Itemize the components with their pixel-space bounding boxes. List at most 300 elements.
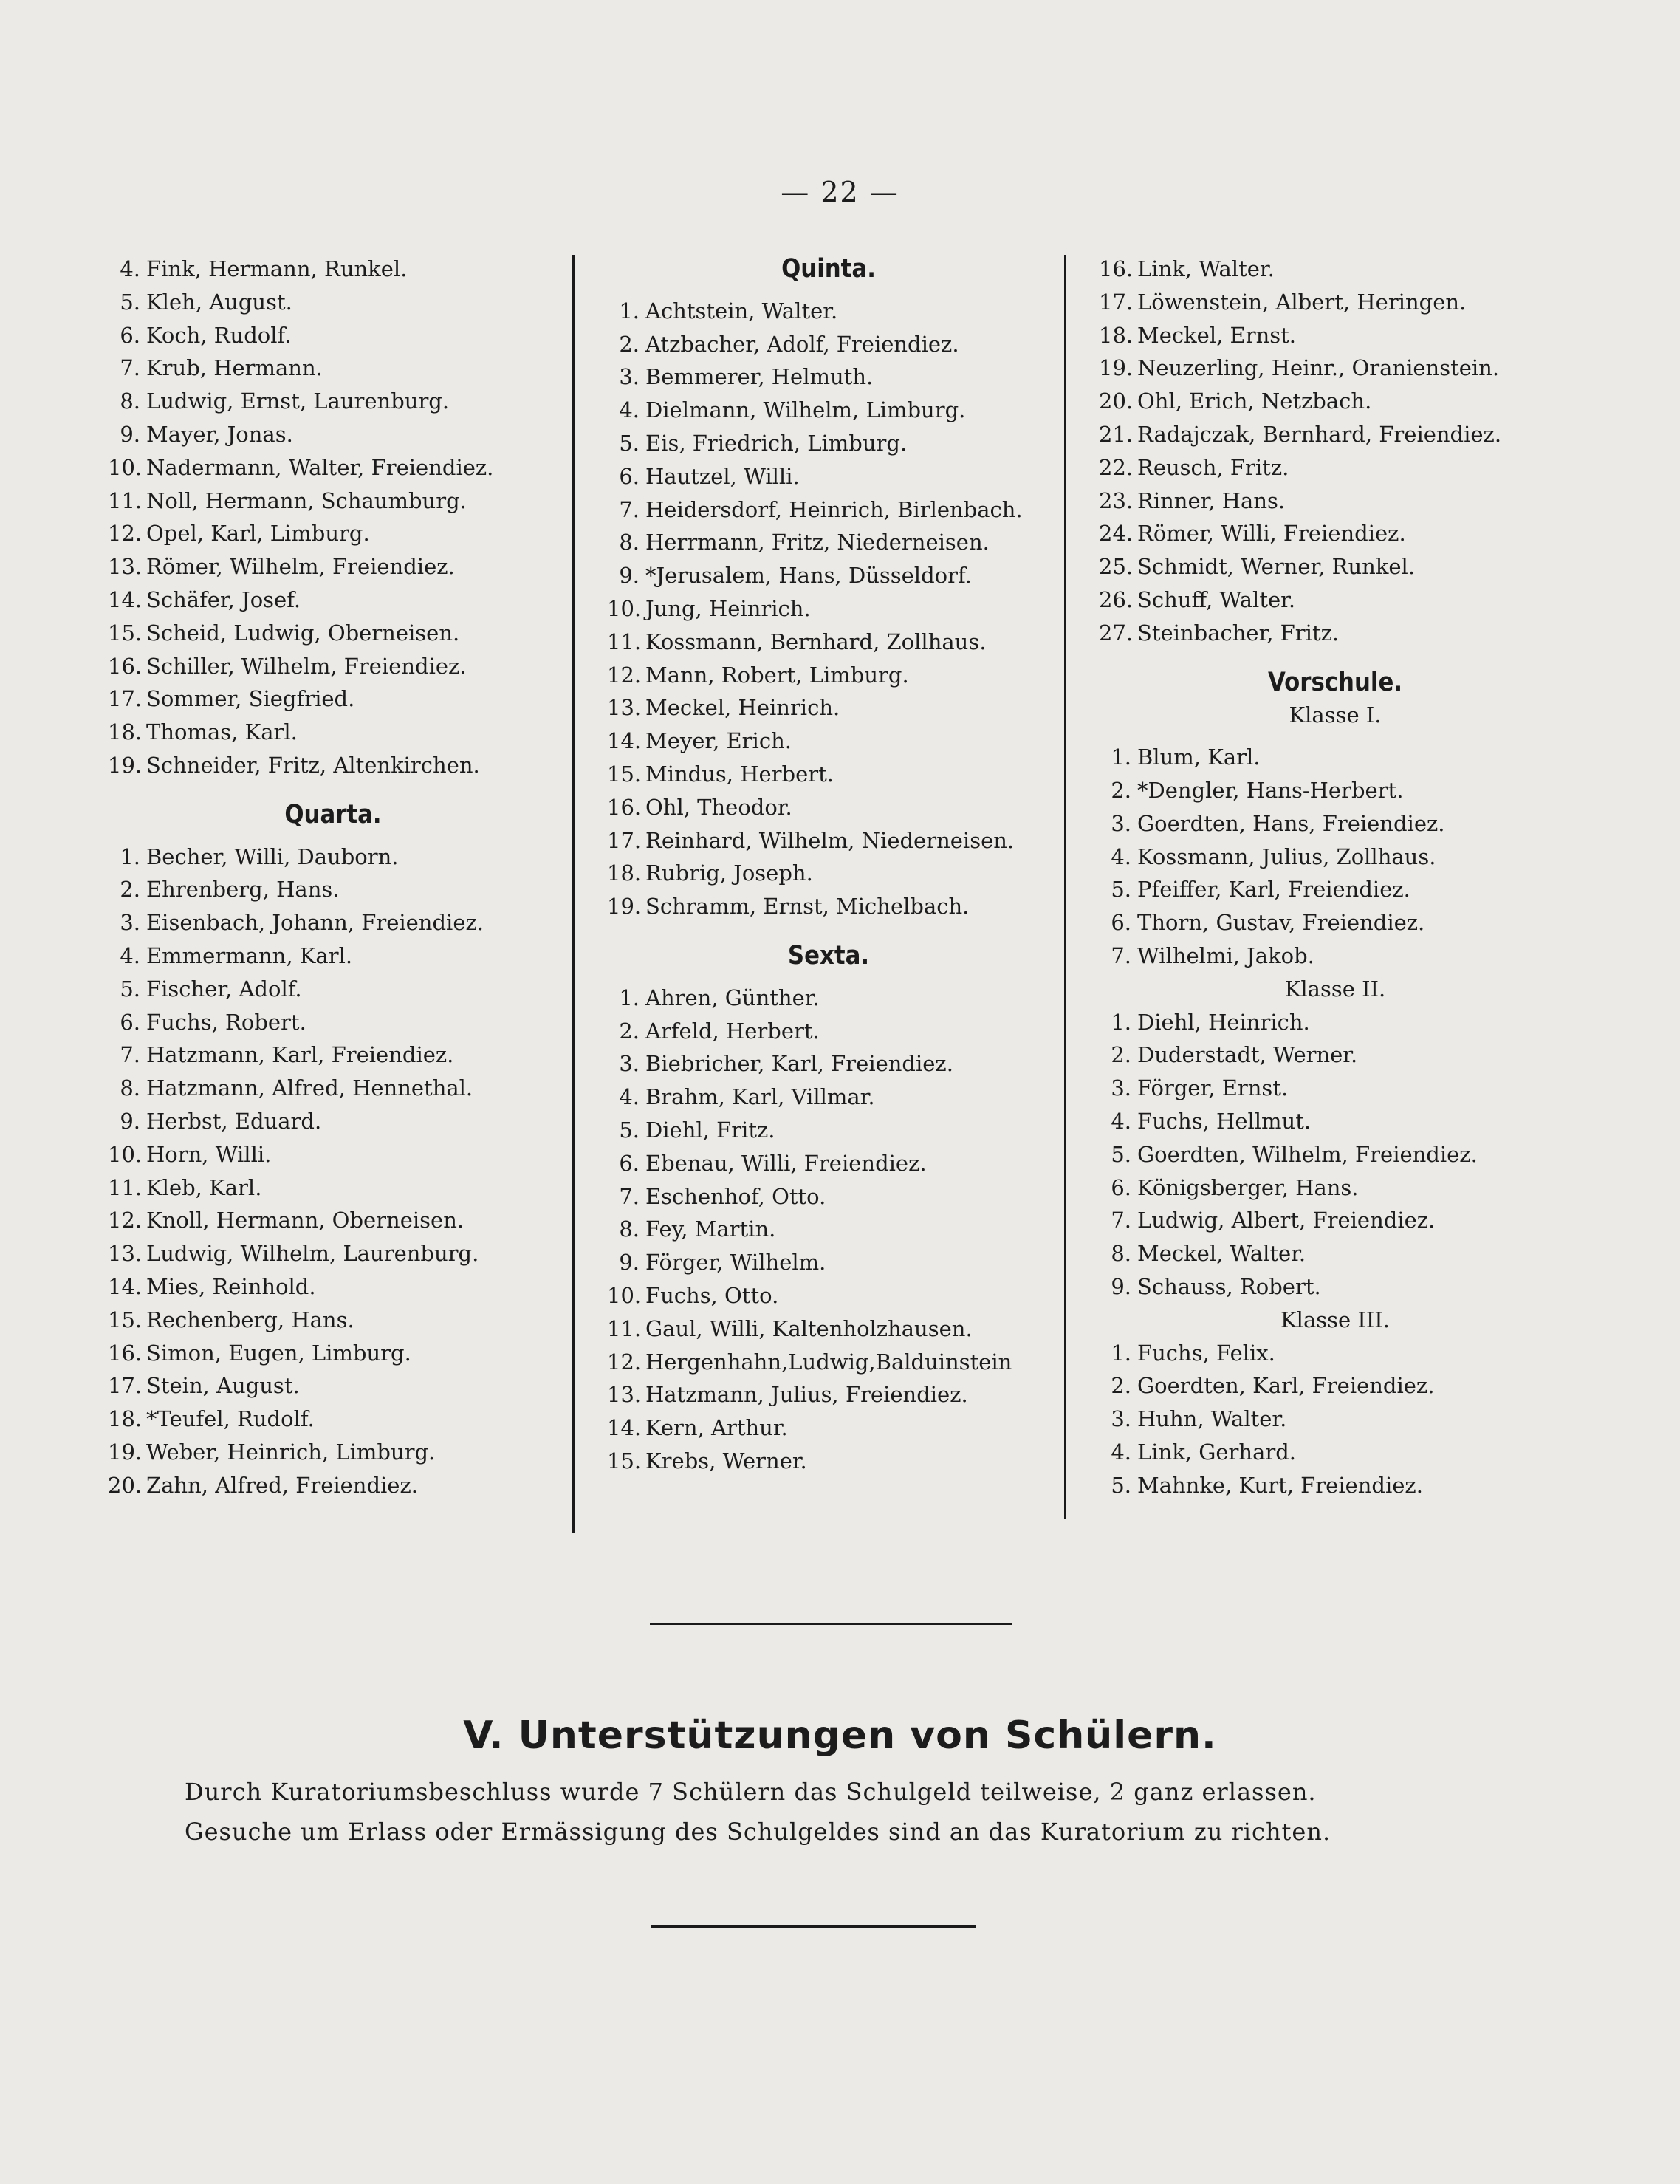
column-left: [108, 253, 558, 1502]
list-item: [108, 352, 558, 385]
list-item-number: 9.: [1111, 1273, 1131, 1299]
untertertia-list-continued: [1099, 253, 1571, 650]
list-item: [1099, 1204, 1571, 1237]
list-item-number: 2.: [120, 877, 140, 903]
list-item-number: 3.: [1111, 1075, 1131, 1101]
list-item: [607, 1445, 1050, 1478]
list-item: [108, 749, 558, 782]
list-item-number: 17.: [108, 1373, 143, 1399]
sexta-list: [607, 982, 1050, 1478]
list-item-number: 11.: [108, 487, 143, 513]
list-item-name: Koch, Rudolf.: [146, 322, 292, 348]
list-item-number: 9.: [619, 1250, 640, 1276]
list-item-number: 6.: [1111, 910, 1131, 936]
list-item-name: Goerdten, Wilhelm, Freiendiez.: [1137, 1141, 1478, 1167]
list-item: [607, 857, 1050, 890]
list-item-number: 14.: [607, 1415, 642, 1441]
list-item: [108, 1072, 558, 1105]
list-item: [1099, 550, 1571, 583]
heading-quarta: Quarta.: [284, 799, 382, 829]
list-item: [108, 716, 558, 749]
heading-sexta: Sexta.: [787, 940, 870, 971]
list-item: [1099, 319, 1571, 352]
list-item: [607, 1180, 1050, 1213]
list-item-number: 20.: [108, 1472, 143, 1498]
list-item-name: Heidersdorf, Heinrich, Birlenbach.: [645, 496, 1023, 522]
list-item: [607, 559, 1050, 592]
list-item: [1099, 741, 1571, 774]
list-item: [1099, 1337, 1571, 1370]
list-item-name: Diehl, Heinrich.: [1137, 1009, 1310, 1035]
list-item-number: 19.: [1099, 355, 1134, 381]
list-item-number: 6.: [120, 1009, 140, 1035]
list-item-number: 1.: [619, 985, 640, 1010]
list-item-number: 7.: [1111, 1208, 1131, 1233]
list-item-number: 15.: [108, 620, 143, 646]
list-item-name: Simon, Eugen, Limburg.: [146, 1340, 411, 1366]
list-item-name: Weber, Heinrich, Limburg.: [146, 1439, 436, 1465]
heading-klasse-3: Klasse III.: [1280, 1307, 1390, 1332]
list-item-number: 6.: [1111, 1174, 1131, 1200]
list-item-name: Meckel, Heinrich.: [645, 695, 840, 721]
list-item-number: 21.: [1099, 421, 1134, 447]
list-item-number: 18.: [607, 860, 642, 886]
list-item-name: Wilhelmi, Jakob.: [1137, 942, 1314, 968]
list-item: [108, 1304, 558, 1337]
list-item: [108, 973, 558, 1006]
list-item-number: 3.: [619, 364, 640, 390]
list-item: [607, 592, 1050, 626]
list-item-number: 1.: [1111, 1009, 1131, 1035]
list-item: [1099, 1270, 1571, 1304]
list-item: [607, 1246, 1050, 1279]
list-item-number: 4.: [1111, 843, 1131, 869]
quarta-list: [108, 841, 558, 1502]
section-title: V. Unterstützungen von Schülern.: [463, 1714, 1217, 1758]
list-item-number: 19.: [108, 752, 143, 778]
list-item-name: Gaul, Willi, Kaltenholzhausen.: [645, 1315, 973, 1341]
list-item-name: Schmidt, Werner, Runkel.: [1137, 554, 1416, 580]
list-item-name: Mann, Robert, Limburg.: [645, 662, 909, 688]
list-item-number: 14.: [108, 586, 143, 612]
page-number: — 22 —: [781, 176, 899, 208]
list-item-name: Opel, Karl, Limburg.: [146, 521, 370, 547]
list-item-name: Hergenhahn,Ludwig,Balduinstein: [645, 1349, 1012, 1375]
list-item-name: Scheid, Ludwig, Oberneisen.: [146, 620, 460, 646]
list-item-number: 8.: [619, 1216, 640, 1242]
list-item: [1099, 1436, 1571, 1469]
list-item-name: Königsberger, Hans.: [1137, 1174, 1359, 1200]
list-item-number: 7.: [1111, 942, 1131, 968]
list-item: [108, 319, 558, 352]
list-item: [1099, 807, 1571, 841]
list-item: [108, 1436, 558, 1469]
list-item-name: Mayer, Jonas.: [146, 421, 293, 447]
list-item: [108, 451, 558, 485]
list-item-name: Mies, Reinhold.: [146, 1273, 316, 1299]
list-item-number: 17.: [1099, 289, 1134, 315]
list-item-number: 7.: [619, 1183, 640, 1209]
list-item: [1099, 1072, 1571, 1105]
list-item: [607, 758, 1050, 791]
list-item-name: *Teufel, Rudolf.: [146, 1406, 315, 1432]
list-item: [108, 1171, 558, 1205]
list-item-number: 1.: [619, 298, 640, 324]
list-item-number: 23.: [1099, 487, 1134, 513]
list-item-name: Kleb, Karl.: [146, 1174, 262, 1200]
list-item: [108, 1038, 558, 1072]
list-item: [607, 394, 1050, 427]
list-item-number: 18.: [108, 1406, 143, 1432]
list-item-number: 10.: [108, 1141, 143, 1167]
list-item-number: 12.: [108, 521, 143, 547]
list-item-name: Duderstadt, Werner.: [1137, 1042, 1358, 1068]
list-item-number: 12.: [607, 662, 642, 688]
list-item: [1099, 1038, 1571, 1072]
list-item-number: 9.: [120, 1108, 140, 1134]
list-item-number: 25.: [1099, 554, 1134, 580]
list-item-number: 13.: [607, 695, 642, 721]
list-item-name: Hatzmann, Julius, Freiendiez.: [645, 1382, 968, 1408]
list-item: [108, 253, 558, 286]
list-item-number: 13.: [108, 554, 143, 580]
list-item-name: Schauss, Robert.: [1137, 1273, 1321, 1299]
list-item-number: 8.: [120, 388, 140, 414]
list-item-number: 16.: [1099, 256, 1134, 281]
list-item: [108, 1369, 558, 1403]
list-item-number: 5.: [1111, 877, 1131, 903]
tertia-list-continued: [108, 253, 558, 782]
list-item-number: 11.: [607, 1315, 642, 1341]
list-item-name: Eisenbach, Johann, Freiendiez.: [146, 910, 484, 936]
list-item-name: Meckel, Ernst.: [1137, 322, 1297, 348]
list-item: [607, 626, 1050, 659]
list-item-number: 4.: [120, 256, 140, 281]
list-item-name: Meckel, Walter.: [1137, 1241, 1306, 1267]
list-item: [108, 1270, 558, 1304]
list-item: [607, 460, 1050, 493]
heading-klasse-2: Klasse II.: [1284, 976, 1386, 1002]
list-item-number: 10.: [108, 454, 143, 480]
list-item-name: Goerdten, Hans, Freiendiez.: [1137, 810, 1445, 836]
list-item: [607, 982, 1050, 1015]
list-item-number: 3.: [1111, 810, 1131, 836]
list-item-name: Schramm, Ernst, Michelbach.: [645, 894, 970, 920]
list-item: [1099, 1237, 1571, 1270]
list-item-name: Link, Gerhard.: [1137, 1439, 1297, 1465]
list-item: [607, 659, 1050, 692]
list-item: [607, 1346, 1050, 1379]
list-item-name: Schuff, Walter.: [1137, 586, 1296, 612]
list-item-name: Emmermann, Karl.: [146, 942, 353, 968]
list-item-name: Goerdten, Karl, Freiendiez.: [1137, 1373, 1435, 1399]
list-item-number: 8.: [120, 1075, 140, 1101]
list-item-name: *Jerusalem, Hans, Düsseldorf.: [645, 563, 972, 589]
list-item-name: Eschenhof, Otto.: [645, 1183, 826, 1209]
heading-quinta: Quinta.: [781, 254, 876, 284]
list-item-name: Nadermann, Walter, Freiendiez.: [146, 454, 494, 480]
list-item-number: 5.: [619, 1117, 640, 1143]
list-item-name: Kossmann, Bernhard, Zollhaus.: [645, 629, 987, 654]
list-item: [1099, 1105, 1571, 1138]
list-item-number: 5.: [120, 289, 140, 315]
list-item: [1099, 1171, 1571, 1205]
list-item: [607, 1312, 1050, 1346]
list-item-number: 16.: [607, 794, 642, 820]
list-item: [108, 841, 558, 874]
list-item-name: Huhn, Walter.: [1137, 1406, 1287, 1432]
list-item: [1099, 1369, 1571, 1403]
list-item: [1099, 1138, 1571, 1171]
list-item-name: Zahn, Alfred, Freiendiez.: [146, 1472, 418, 1498]
column-right: [1099, 253, 1571, 1502]
list-item: [607, 1411, 1050, 1445]
list-item-number: 18.: [108, 719, 143, 745]
list-item-name: Bemmerer, Helmuth.: [645, 364, 874, 390]
list-item-name: Biebricher, Karl, Freiendiez.: [645, 1051, 953, 1077]
quinta-list: [607, 295, 1050, 923]
list-item-number: 4.: [1111, 1108, 1131, 1134]
list-item-number: 1.: [1111, 1340, 1131, 1366]
list-item: [607, 890, 1050, 923]
list-item-name: Fuchs, Otto.: [645, 1282, 779, 1308]
list-item-name: Römer, Wilhelm, Freiendiez.: [146, 554, 455, 580]
list-item-name: Kleh, August.: [146, 289, 292, 315]
list-item-name: Krub, Hermann.: [146, 355, 323, 381]
list-item: [1099, 1403, 1571, 1436]
list-item-name: Fischer, Adolf.: [146, 976, 302, 1002]
list-item-name: Neuzerling, Heinr., Oranienstein.: [1137, 355, 1500, 381]
list-item-name: Ehrenberg, Hans.: [146, 877, 340, 903]
list-item-name: Kern, Arthur.: [645, 1415, 788, 1441]
list-item-name: Thomas, Karl.: [146, 719, 298, 745]
list-item-number: 10.: [607, 1282, 642, 1308]
list-item-name: Ludwig, Wilhelm, Laurenburg.: [146, 1241, 479, 1267]
list-item: [108, 617, 558, 650]
list-item: [108, 550, 558, 583]
list-item: [108, 1105, 558, 1138]
list-item-number: 2.: [1111, 1373, 1131, 1399]
list-item-number: 11.: [607, 629, 642, 654]
list-item-number: 16.: [108, 653, 143, 679]
list-item-number: 6.: [619, 463, 640, 489]
list-item: [1099, 906, 1571, 939]
list-item-number: 1.: [1111, 744, 1131, 770]
list-item-number: 2.: [619, 331, 640, 357]
list-item: [1099, 485, 1571, 518]
klasse-1-list: [1099, 741, 1571, 973]
list-item-number: 16.: [108, 1340, 143, 1366]
list-item-name: Ludwig, Ernst, Laurenburg.: [146, 388, 450, 414]
list-item-number: 17.: [607, 827, 642, 853]
list-item: [1099, 774, 1571, 807]
list-item: [607, 1081, 1050, 1114]
list-item-name: Förger, Wilhelm.: [645, 1250, 826, 1276]
list-item-number: 12.: [607, 1349, 642, 1375]
column-middle: [607, 253, 1050, 1478]
section-paragraph-1: Durch Kuratoriumsbeschluss wurde 7 Schülern das Schulgeld teilweise, 2 ganz erlassen.: [185, 1778, 1317, 1806]
list-item-name: Ludwig, Albert, Freiendiez.: [1137, 1208, 1436, 1233]
list-item: [607, 427, 1050, 460]
list-item-number: 15.: [108, 1307, 143, 1332]
list-item-number: 9.: [619, 563, 640, 589]
section-rule-top: [650, 1623, 1012, 1625]
list-item: [108, 1469, 558, 1502]
list-item-name: Schiller, Wilhelm, Freiendiez.: [146, 653, 467, 679]
list-item-number: 4.: [1111, 1439, 1131, 1465]
section-rule-bottom: [651, 1925, 976, 1928]
list-item: [1099, 873, 1571, 906]
list-item-name: Knoll, Hermann, Oberneisen.: [146, 1208, 464, 1233]
list-item: [1099, 286, 1571, 319]
list-item-number: 2.: [1111, 1042, 1131, 1068]
list-item-number: 8.: [1111, 1241, 1131, 1267]
list-item-number: 27.: [1099, 620, 1134, 646]
list-item-number: 9.: [120, 421, 140, 447]
list-item-number: 2.: [619, 1018, 640, 1044]
list-item: [108, 418, 558, 451]
list-item: [1099, 583, 1571, 617]
list-item-number: 14.: [108, 1273, 143, 1299]
list-item: [607, 1147, 1050, 1180]
list-item-name: Rubrig, Joseph.: [645, 860, 813, 886]
list-item: [607, 1378, 1050, 1411]
section-paragraph-2: Gesuche um Erlass oder Ermässigung des Schulgeldes sind an das Kuratorium zu richten.: [185, 1818, 1331, 1846]
list-item: [1099, 451, 1571, 485]
klasse-3-list: [1099, 1337, 1571, 1502]
list-item: [108, 682, 558, 716]
list-item: [607, 791, 1050, 824]
list-item: [607, 295, 1050, 328]
list-item-name: Förger, Ernst.: [1137, 1075, 1289, 1101]
list-item-name: Rinner, Hans.: [1137, 487, 1286, 513]
list-item-name: Schneider, Fritz, Altenkirchen.: [146, 752, 480, 778]
column-divider-left: [572, 255, 575, 1533]
list-item: [607, 725, 1050, 758]
list-item-number: 10.: [607, 595, 642, 621]
list-item: [108, 873, 558, 906]
list-item: [108, 650, 558, 683]
list-item-name: Diehl, Fritz.: [645, 1117, 775, 1143]
list-item: [108, 286, 558, 319]
list-item-name: Eis, Friedrich, Limburg.: [645, 430, 908, 456]
list-item-number: 19.: [607, 894, 642, 920]
list-item-number: 18.: [1099, 322, 1134, 348]
list-item-name: Reusch, Fritz.: [1137, 454, 1289, 480]
list-item-number: 13.: [108, 1241, 143, 1267]
list-item: [108, 906, 558, 939]
klasse-2-list: [1099, 1006, 1571, 1304]
list-item-number: 4.: [120, 942, 140, 968]
list-item: [607, 1047, 1050, 1081]
list-item-number: 17.: [108, 686, 143, 712]
list-item-name: Sommer, Siegfried.: [146, 686, 355, 712]
list-item-number: 7.: [120, 1042, 140, 1068]
list-item-name: Dielmann, Wilhelm, Limburg.: [645, 397, 966, 423]
list-item-number: 2.: [1111, 777, 1131, 803]
list-item-number: 24.: [1099, 521, 1134, 547]
list-item-name: Kossmann, Julius, Zollhaus.: [1137, 843, 1436, 869]
list-item-number: 3.: [619, 1051, 640, 1077]
list-item: [1099, 939, 1571, 973]
list-item-number: 7.: [619, 496, 640, 522]
list-item-name: Mahnke, Kurt, Freiendiez.: [1137, 1472, 1423, 1498]
list-item-name: Herrmann, Fritz, Niederneisen.: [645, 530, 990, 555]
list-item-name: Pfeiffer, Karl, Freiendiez.: [1137, 877, 1410, 903]
list-item: [1099, 517, 1571, 550]
list-item-name: Schäfer, Josef.: [146, 586, 301, 612]
list-item-number: 15.: [607, 761, 642, 787]
heading-klasse-1: Klasse I.: [1289, 702, 1382, 728]
list-item: [607, 493, 1050, 527]
list-item-number: 12.: [108, 1208, 143, 1233]
list-item-number: 8.: [619, 530, 640, 555]
list-item-number: 4.: [619, 397, 640, 423]
list-item: [1099, 352, 1571, 385]
list-item-number: 22.: [1099, 454, 1134, 480]
column-divider-right: [1064, 255, 1066, 1519]
list-item: [108, 1204, 558, 1237]
list-item-name: Hatzmann, Karl, Freiendiez.: [146, 1042, 454, 1068]
list-item-name: Becher, Willi, Dauborn.: [146, 843, 399, 869]
list-item-name: Link, Walter.: [1137, 256, 1275, 281]
list-item-name: Fuchs, Hellmut.: [1137, 1108, 1312, 1134]
list-item-number: 3.: [120, 910, 140, 936]
list-item: [1099, 617, 1571, 650]
list-item-number: 26.: [1099, 586, 1134, 612]
list-item: [1099, 1469, 1571, 1502]
list-item-name: Hatzmann, Alfred, Hennethal.: [146, 1075, 473, 1101]
list-item: [108, 1237, 558, 1270]
list-item-name: Fink, Hermann, Runkel.: [146, 256, 408, 281]
list-item-number: 11.: [108, 1174, 143, 1200]
list-item: [607, 1114, 1050, 1147]
list-item: [108, 1006, 558, 1039]
list-item-name: Ebenau, Willi, Freiendiez.: [645, 1150, 927, 1176]
list-item: [108, 583, 558, 617]
list-item-number: 1.: [120, 843, 140, 869]
list-item-name: Achtstein, Walter.: [645, 298, 838, 324]
list-item-number: 5.: [1111, 1472, 1131, 1498]
list-item-name: Löwenstein, Albert, Heringen.: [1137, 289, 1467, 315]
list-item-number: 13.: [607, 1382, 642, 1408]
list-item-number: 14.: [607, 728, 642, 754]
list-item-name: Jung, Heinrich.: [645, 595, 811, 621]
list-item-number: 15.: [607, 1448, 642, 1473]
list-item: [607, 1279, 1050, 1312]
list-item-number: 5.: [120, 976, 140, 1002]
list-item: [607, 1213, 1050, 1246]
list-item-number: 19.: [108, 1439, 143, 1465]
list-item-name: Fey, Martin.: [645, 1216, 776, 1242]
list-item-name: Radajczak, Bernhard, Freiendiez.: [1137, 421, 1502, 447]
list-item: [108, 517, 558, 550]
list-item: [1099, 841, 1571, 874]
list-item-name: Römer, Willi, Freiendiez.: [1137, 521, 1406, 547]
list-item-name: Stein, August.: [146, 1373, 300, 1399]
list-item: [108, 485, 558, 518]
list-item-name: Fuchs, Felix.: [1137, 1340, 1275, 1366]
list-item-name: Rechenberg, Hans.: [146, 1307, 354, 1332]
list-item-number: 4.: [619, 1084, 640, 1110]
list-item-name: Mindus, Herbert.: [645, 761, 834, 787]
heading-vorschule: Vorschule.: [1267, 667, 1403, 697]
list-item-name: Krebs, Werner.: [645, 1448, 807, 1473]
list-item-number: 6.: [120, 322, 140, 348]
list-item-name: Arfeld, Herbert.: [645, 1018, 820, 1044]
list-item-number: 5.: [619, 430, 640, 456]
list-item: [108, 1403, 558, 1436]
